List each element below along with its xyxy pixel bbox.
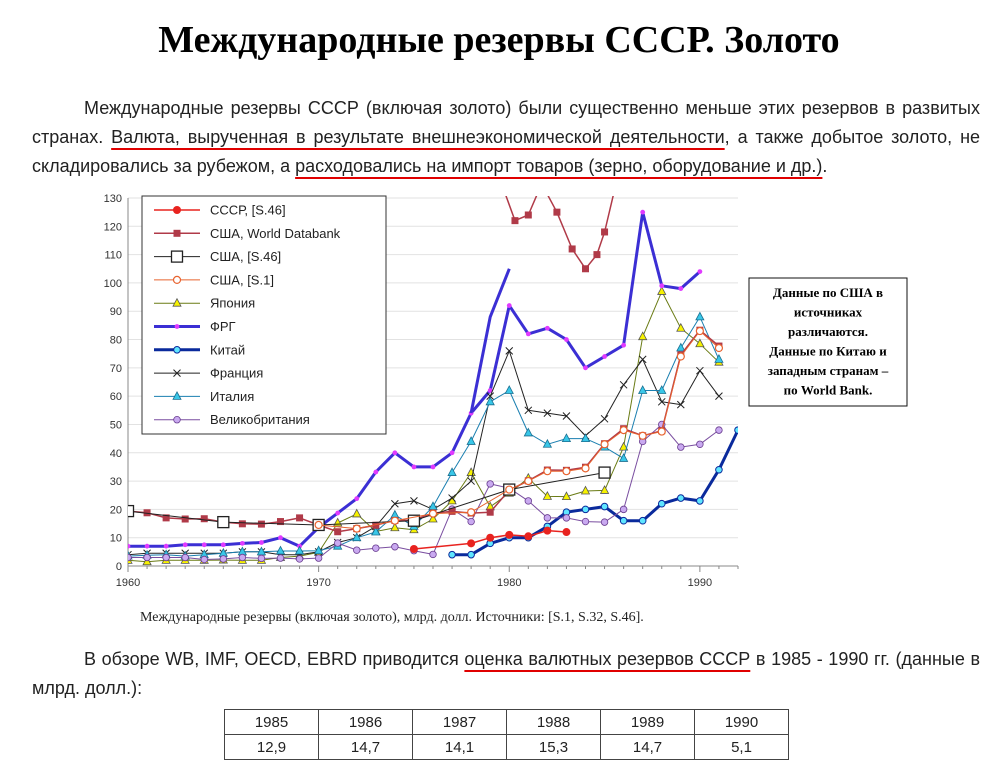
data-point (599, 467, 610, 478)
data-point (450, 450, 455, 455)
intro-text-1: Международные резервы СССР (включая золото) были существенно меньше этих резервов в развитых странах. (32, 98, 980, 147)
data-point (145, 544, 150, 549)
data-point (639, 332, 647, 340)
data-point (677, 324, 685, 332)
data-point (430, 510, 437, 517)
data-point (582, 465, 589, 472)
data-point (582, 486, 590, 494)
y-tick-label: 50 (109, 419, 122, 432)
data-point (678, 286, 683, 291)
data-point (202, 542, 207, 547)
x-tick-label: 1980 (497, 577, 522, 589)
data-point (144, 554, 151, 561)
data-point (697, 269, 702, 274)
legend-label: Франция (210, 365, 264, 381)
data-point (240, 541, 245, 546)
data-point (412, 465, 417, 470)
data-point (620, 381, 627, 388)
data-point (620, 517, 627, 524)
data-point (296, 556, 303, 563)
data-point (221, 542, 226, 547)
data-point (639, 432, 646, 439)
table-cell-value: 5,1 (695, 735, 789, 760)
note-line: Данные по США в (772, 285, 884, 300)
data-point (468, 551, 475, 558)
data-point (716, 427, 723, 434)
data-point (373, 470, 378, 475)
data-point (677, 344, 685, 352)
data-point (621, 343, 626, 348)
y-tick-label: 80 (109, 334, 122, 347)
data-point (697, 441, 704, 448)
data-point (239, 520, 246, 527)
data-point (258, 521, 265, 528)
data-point (525, 478, 532, 485)
intro-highlight-1: Валюта, вырученная в результате внешнеэкономической деятельности (111, 127, 725, 147)
table-cell-value: 14,1 (413, 735, 507, 760)
table-cell-value: 12,9 (225, 735, 319, 760)
data-point (564, 337, 569, 342)
data-point (174, 347, 181, 354)
data-point (601, 503, 608, 510)
y-tick-label: 90 (109, 306, 122, 319)
data-point (296, 514, 303, 521)
note-line: по World Bank. (783, 382, 873, 398)
series-line (128, 473, 605, 525)
legend-label: Япония (210, 295, 256, 311)
x-tick-label: 1970 (306, 577, 331, 589)
data-point (506, 486, 513, 493)
table-row-years (225, 710, 789, 735)
data-point (715, 345, 722, 352)
data-point (582, 265, 589, 272)
data-point (696, 339, 704, 347)
legend-label: Италия (210, 388, 255, 404)
data-point (218, 517, 229, 528)
data-point (563, 515, 570, 522)
data-point (620, 427, 627, 434)
y-tick-label: 60 (109, 391, 122, 404)
data-point (658, 386, 666, 394)
data-point (182, 516, 189, 523)
data-point (639, 517, 646, 524)
data-point (602, 354, 607, 359)
estimate-text-2: в 1985 - 1990 гг. (данные в млрд. долл.): (32, 649, 981, 698)
data-point (334, 540, 341, 547)
legend-label: США, [S.46] (210, 249, 282, 265)
data-point (696, 328, 703, 335)
data-point (125, 554, 132, 561)
data-point (696, 312, 704, 320)
data-point (220, 556, 227, 563)
data-point (278, 535, 283, 540)
data-point (123, 506, 134, 517)
data-point (468, 518, 475, 525)
table-cell-value: 14,7 (319, 735, 413, 760)
x-tick-label: 1990 (687, 577, 713, 589)
data-point (697, 498, 704, 505)
data-point (678, 495, 685, 502)
y-tick-label: 130 (103, 193, 122, 205)
data-point (526, 331, 531, 336)
data-point (353, 509, 361, 516)
table-cell-year: 1985 (225, 710, 319, 735)
data-point (334, 528, 341, 535)
data-point (448, 468, 456, 476)
page-title: Международные резервы СССР. Золото (158, 19, 840, 61)
reserves-chart (92, 186, 922, 606)
data-point (239, 554, 246, 561)
data-point (601, 486, 609, 494)
data-point (639, 356, 646, 363)
data-point (678, 444, 685, 451)
chart-note (749, 278, 907, 406)
data-point (391, 517, 398, 524)
data-point (164, 544, 169, 549)
data-point (524, 428, 532, 436)
data-point (373, 545, 380, 552)
y-tick-label: 70 (109, 362, 122, 375)
y-tick-label: 0 (115, 561, 122, 573)
data-point (487, 481, 494, 488)
note-line: западным странам – (767, 363, 889, 378)
data-point (553, 209, 560, 216)
chart-legend (142, 196, 386, 434)
data-point (545, 326, 550, 331)
y-tick-label: 100 (103, 277, 122, 290)
data-point (658, 500, 665, 507)
data-point (486, 534, 494, 542)
data-point (174, 230, 181, 237)
data-point (410, 545, 418, 553)
data-point (353, 547, 360, 554)
y-tick-label: 110 (104, 249, 122, 262)
y-tick-label: 40 (109, 447, 122, 460)
data-point (467, 539, 475, 547)
data-point (640, 210, 645, 215)
data-point (315, 555, 322, 562)
data-point (431, 465, 436, 470)
data-point (715, 355, 723, 363)
data-point (659, 283, 664, 288)
data-point (258, 555, 265, 562)
estimate-paragraph (32, 645, 980, 703)
data-point (201, 515, 208, 522)
data-point (582, 506, 589, 513)
note-line: источниках (793, 304, 863, 320)
legend-label: Великобритания (210, 412, 310, 428)
data-point (525, 211, 532, 218)
series-Великобритания (125, 421, 723, 563)
data-point (173, 206, 181, 214)
x-tick-label: 1960 (115, 577, 141, 589)
data-point (392, 450, 397, 455)
data-point (544, 468, 551, 475)
data-point (511, 217, 518, 224)
data-point (172, 251, 183, 262)
data-point (315, 521, 322, 528)
data-point (201, 556, 208, 563)
data-point (677, 353, 684, 360)
intro-text-2: , а также добытое золото, не складировались за рубежом, а (32, 127, 981, 176)
intro-highlight-2: расходовались на импорт товаров (зерно, оборудование и др.) (295, 156, 823, 176)
data-point (620, 454, 628, 462)
series-line (452, 430, 738, 555)
intro-text-3: . (822, 156, 828, 176)
data-point (507, 303, 512, 308)
series-line (128, 425, 719, 560)
legend-label: СССР, [S.46] (210, 202, 286, 218)
data-point (353, 525, 360, 532)
data-point (174, 276, 181, 283)
data-point (182, 554, 189, 561)
legend-label: ФРГ (210, 319, 236, 334)
data-point (259, 540, 264, 545)
table-cell-year: 1990 (695, 710, 789, 735)
data-point (543, 492, 551, 500)
table-cell-value: 14,7 (601, 735, 695, 760)
data-point (562, 434, 570, 442)
legend-label: Китай (210, 342, 246, 358)
data-point (582, 518, 589, 525)
legend-label: США, [S.1] (210, 272, 274, 288)
data-point (467, 437, 475, 445)
note-line: различаются. (788, 324, 868, 339)
data-point (601, 519, 608, 526)
chart-caption: Международные резервы (включая золото), млрд. долл. Источники: [S.1, S.32, S.46]. (140, 610, 644, 625)
data-point (601, 415, 608, 422)
estimate-text-1: В обзоре WB, IMF, OECD, EBRD приводится (84, 649, 465, 669)
intro-paragraph (32, 94, 980, 181)
data-point (175, 324, 180, 329)
data-point (335, 511, 340, 516)
data-point (277, 555, 284, 562)
data-point (544, 515, 551, 522)
data-point (525, 498, 532, 505)
table-row-values (225, 735, 789, 760)
data-point (562, 528, 570, 536)
data-point (601, 441, 608, 448)
table-cell-year: 1988 (507, 710, 601, 735)
data-point (505, 531, 513, 539)
data-point (354, 496, 359, 501)
table-cell-value: 15,3 (507, 735, 601, 760)
y-tick-label: 30 (109, 476, 122, 489)
table-cell-year: 1986 (319, 710, 413, 735)
note-line: Данные по Китаю и (769, 343, 887, 359)
data-point (296, 546, 304, 554)
data-point (468, 509, 475, 516)
data-point (569, 245, 576, 252)
data-point (277, 546, 285, 554)
data-point (429, 502, 437, 510)
y-tick-label: 120 (103, 221, 122, 234)
data-point (392, 543, 399, 550)
data-point (487, 509, 494, 516)
data-point (735, 427, 742, 434)
data-point (163, 554, 170, 561)
overflow-США, World Databank (502, 186, 616, 272)
data-point (658, 428, 665, 435)
table-cell-year: 1989 (601, 710, 695, 735)
data-point (639, 386, 647, 394)
y-tick-label: 10 (109, 532, 122, 545)
y-tick-label: 20 (109, 504, 122, 517)
data-point (174, 416, 181, 423)
data-point (583, 365, 588, 370)
legend-label: США, World Databank (210, 225, 341, 241)
data-point (601, 228, 608, 235)
data-point (563, 468, 570, 475)
data-point (449, 551, 456, 558)
data-point (126, 544, 131, 549)
data-point (543, 527, 551, 535)
data-point (593, 251, 600, 258)
data-point (506, 347, 513, 354)
data-point (582, 434, 590, 442)
table-cell-year: 1987 (413, 710, 507, 735)
series-СССР, [S.46] (410, 527, 571, 553)
data-point (716, 466, 723, 473)
reserves-table (224, 709, 789, 760)
data-point (430, 551, 437, 558)
data-point (620, 506, 627, 513)
estimate-highlight: оценка валютных резервов СССР (464, 649, 751, 669)
data-point (524, 532, 532, 540)
data-point (183, 542, 188, 547)
data-point (505, 386, 513, 394)
